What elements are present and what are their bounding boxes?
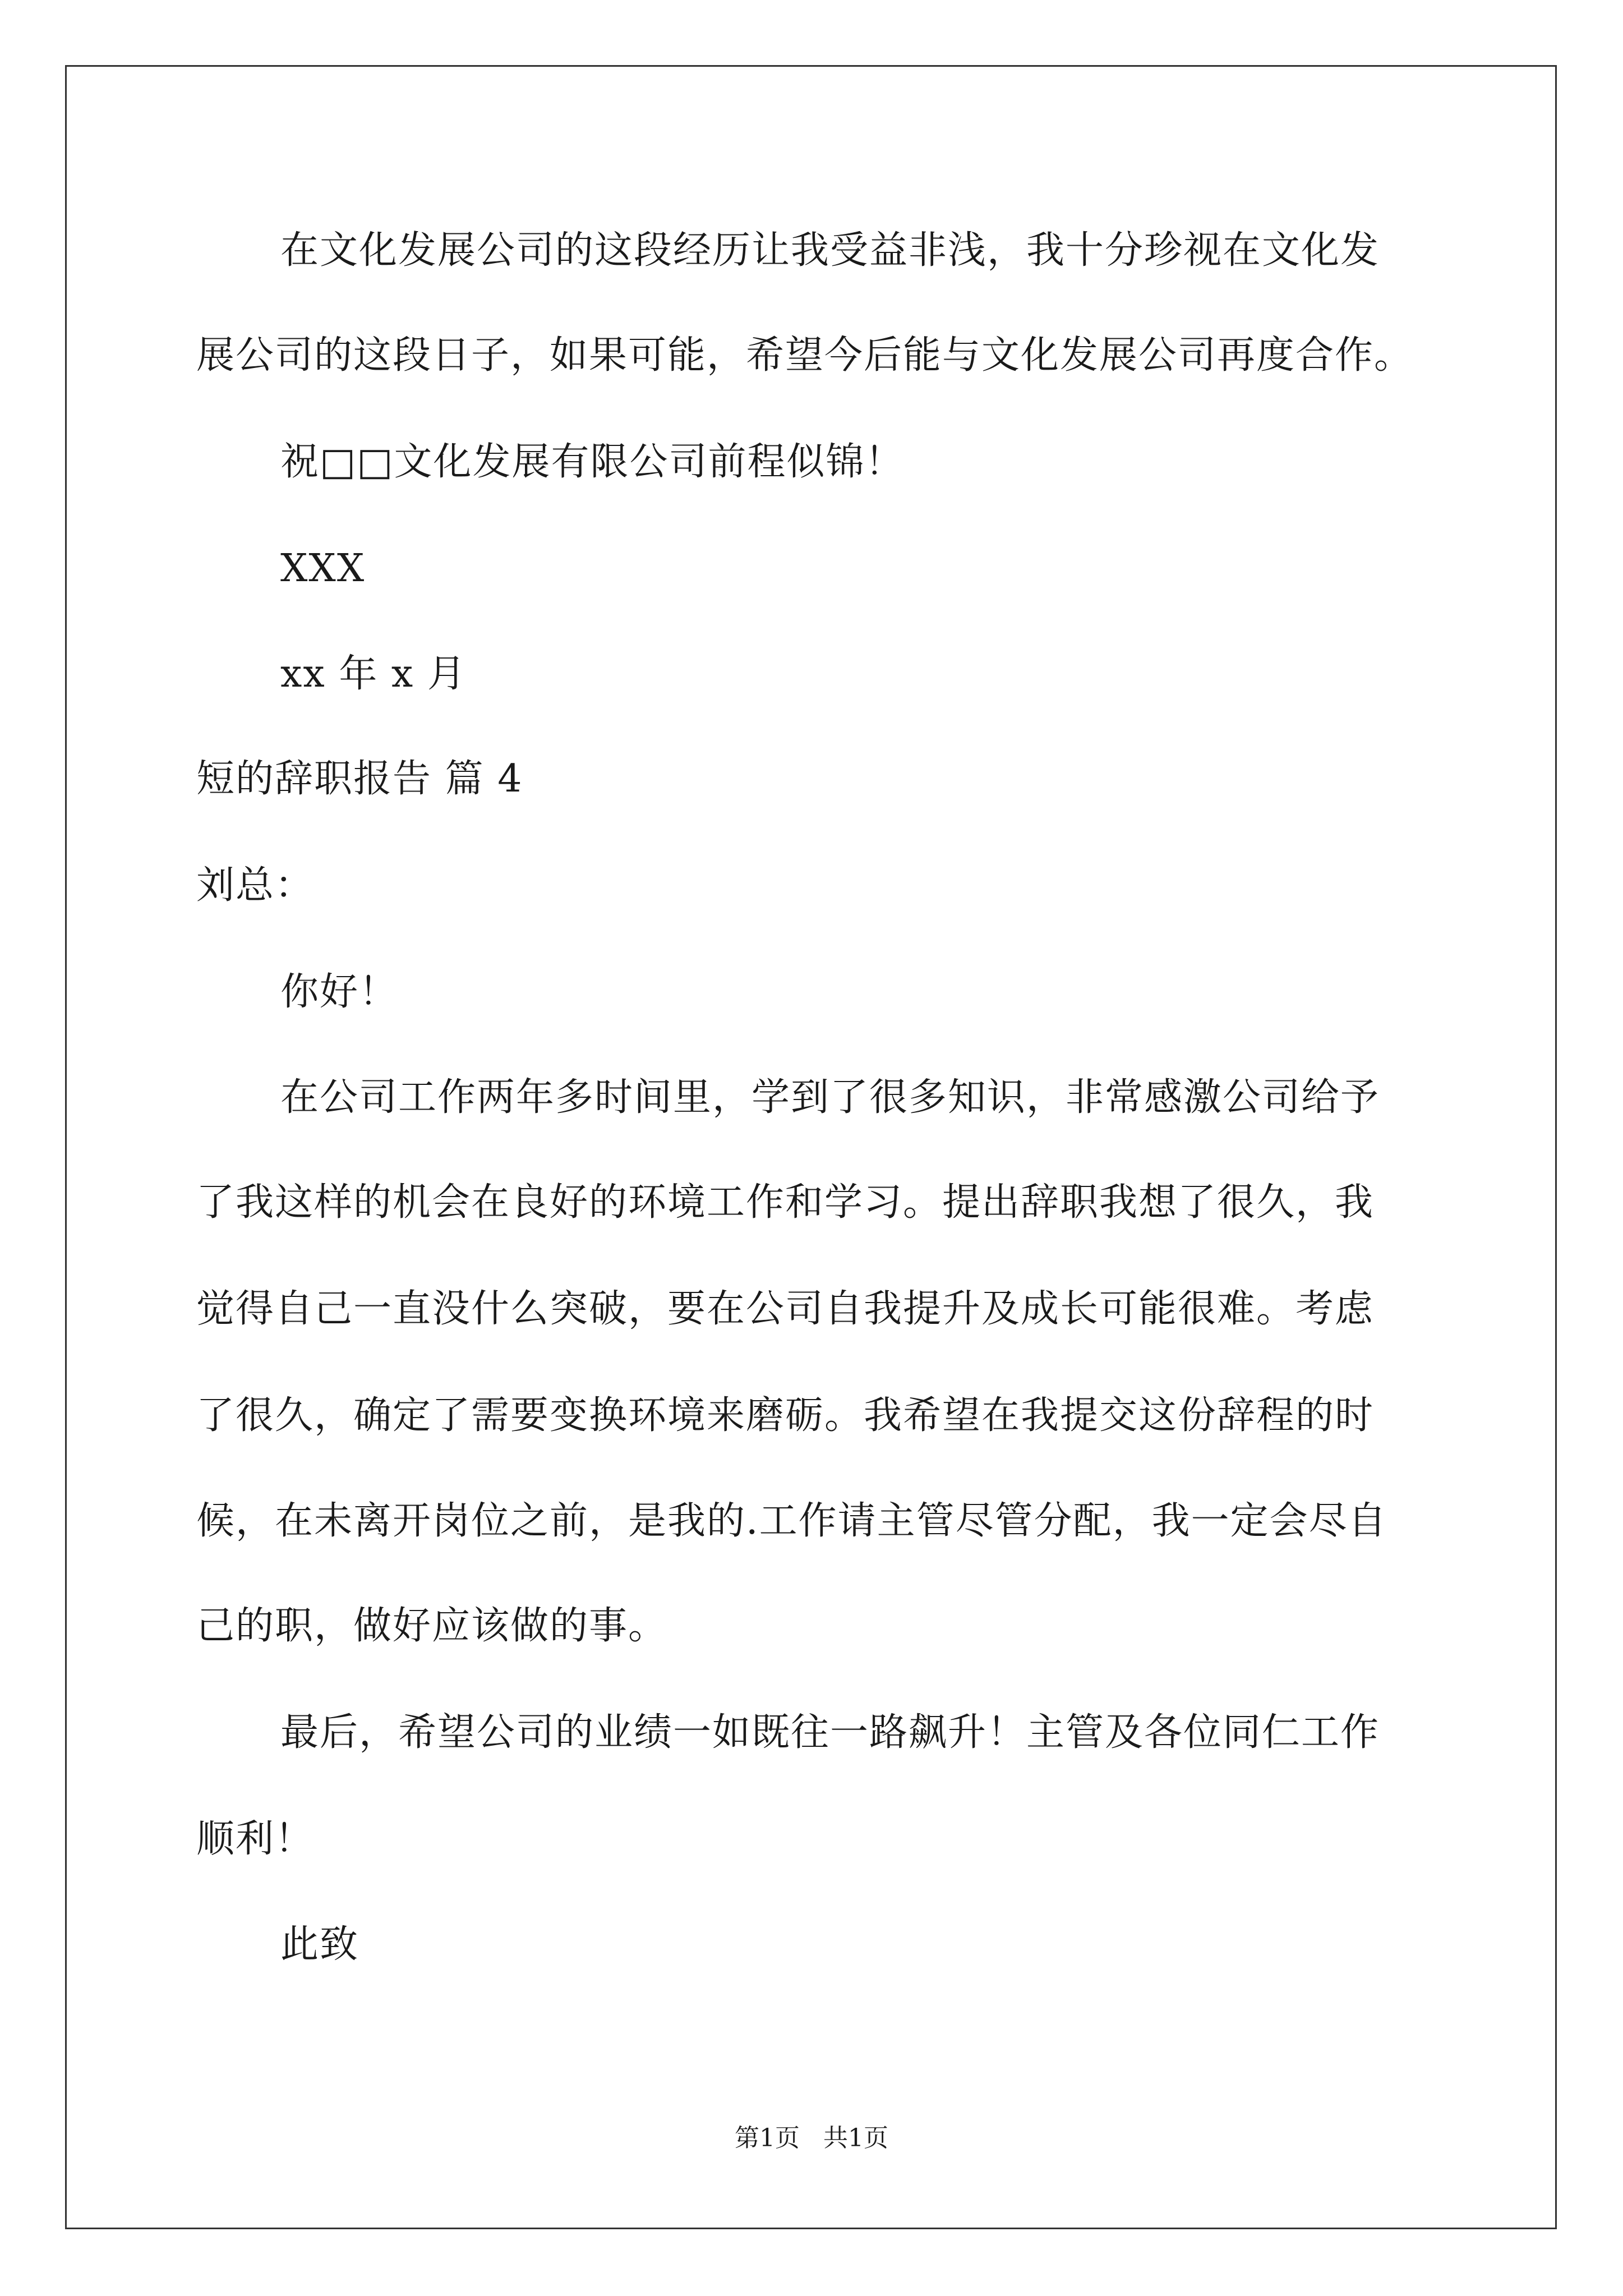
- body-line-8: 己的职，做好应该做的事。: [196, 1604, 668, 1648]
- body-line-9: 最后，希望公司的业绩一如既往一路飙升！主管及各位同仁工作: [280, 1710, 1380, 1755]
- body-line-2: 展公司的这段日子，如果可能，希望今后能与文化发展公司再度合作。: [196, 333, 1414, 378]
- body-line-4: 了我这样的机会在良好的环境工作和学习。提出辞职我想了很久，我: [196, 1180, 1375, 1225]
- body-line-3: 在公司工作两年多时间里，学到了很多知识，非常感激公司给予: [280, 1075, 1380, 1120]
- signature-name: XXX: [280, 546, 366, 591]
- greeting: 你好！: [280, 970, 399, 1014]
- body-line-1: 在文化发展公司的这段经历让我受益非浅，我十分珍视在文化发: [280, 228, 1380, 273]
- body-line-5: 觉得自己一直没什么突破，要在公司自我提升及成长可能很难。考虑: [196, 1287, 1375, 1331]
- body-line-6: 了很久，确定了需要变换环境来磨砺。我希望在我提交这份辞程的时: [196, 1393, 1375, 1438]
- salutation: 刘总：: [196, 863, 315, 908]
- closing-wish: 祝□□文化发展有限公司前程似锦！: [280, 440, 905, 484]
- closing-phrase: 此致: [280, 1922, 359, 1967]
- page-border: [65, 65, 1557, 2229]
- signature-date: xx 年 x 月: [280, 652, 467, 696]
- body-line-10: 顺利！: [196, 1817, 315, 1861]
- page-footer: 第1页 共1页: [735, 2124, 888, 2152]
- section-heading: 短的辞职报告 篇 4: [196, 757, 523, 801]
- body-line-7: 候，在未离开岗位之前，是我的.工作请主管尽管分配，我一定会尽自: [196, 1499, 1387, 1543]
